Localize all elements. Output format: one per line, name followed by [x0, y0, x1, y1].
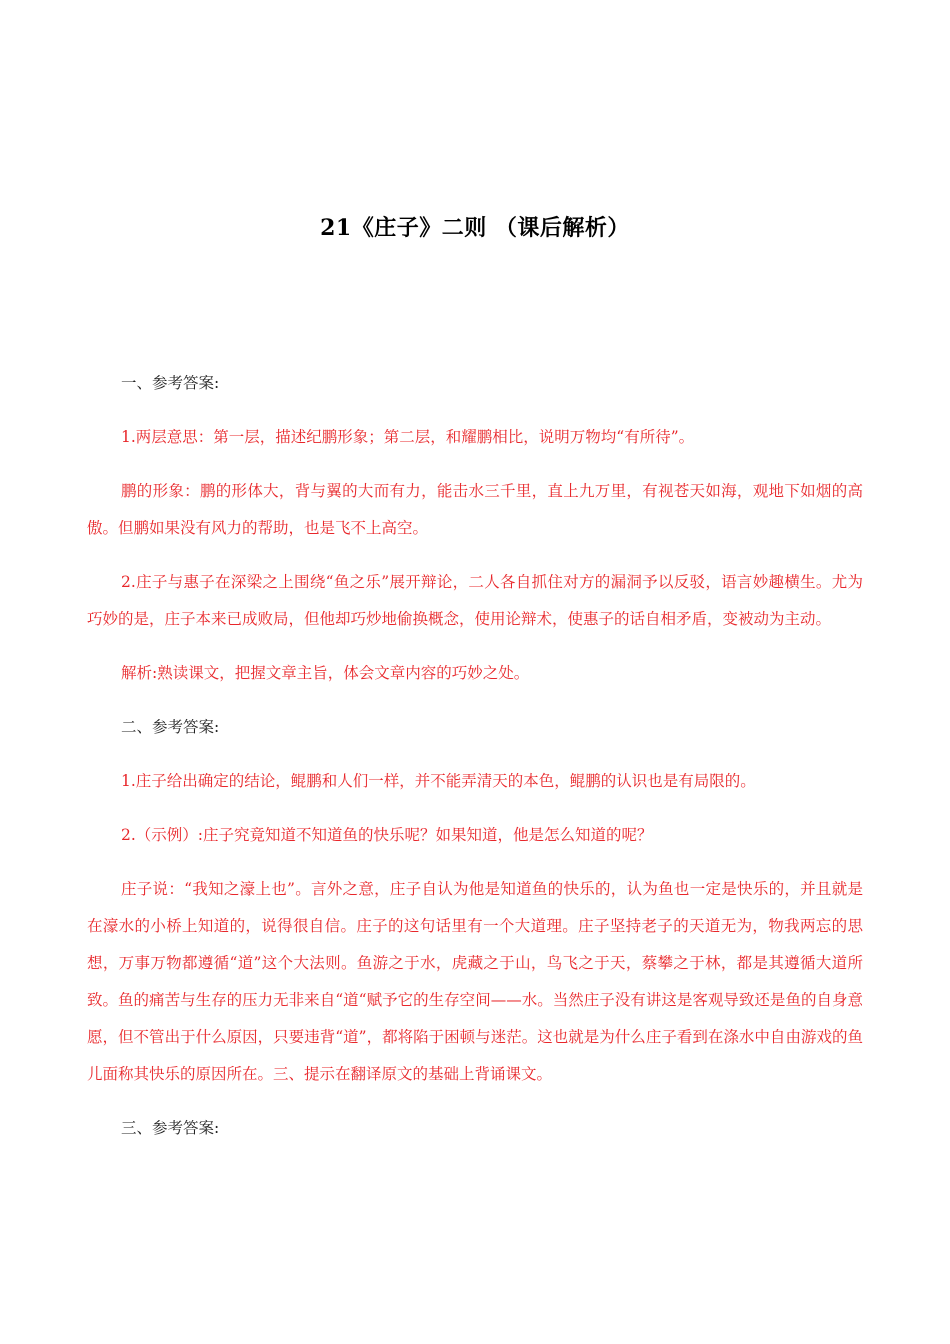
section-heading-3: 三、参考答案:	[121, 1119, 220, 1137]
document-body	[87, 365, 863, 1147]
answer-paragraph: 鹏的形象：鹏的形体大，背与翼的大而有力，能击水三千里，直上九万里，有视苍天如海，观地下如烟的高傲。但鹏如果没有风力的帮助，也是飞不上高空。	[87, 482, 863, 537]
analysis-paragraph: 解析:熟读课文，把握文章主旨，体会文章内容的巧妙之处。	[121, 664, 530, 682]
answer-paragraph: 2.（示例）:庄子究竟知道不知道鱼的快乐呢？如果知道，他是怎么知道的呢？	[121, 826, 653, 844]
section-heading-2: 二、参考答案:	[121, 718, 220, 736]
answer-paragraph: 1.两层意思：第一层，描述纪鹏形象；第二层，和耀鹏相比，说明万物均“有所待”。	[121, 428, 695, 446]
answer-paragraph: 庄子说：“我知之濠上也”。言外之意，庄子自认为他是知道鱼的快乐的，认为鱼也一定是快乐的，并且就是在濠水的小桥上知道的，说得很自信。庄子的这句话里有一个大道理。庄子坚持老子的天道无为，物我两忘的思想，万事万物都遵循“道”这个大法则。鱼游之于水，虎藏之于山，鸟飞之于天，蔡攀之于林，都是其遵循大道所致。鱼的痛苦与生存的压力无非来自“道“赋予它的生存空间——水。当然庄子没有讲这是客观导致还是鱼的自身意愿，但不管出于什么原因，只要违背“道”，都将陷于困顿与迷茫。这也就是为什么庄子看到在涤水中自由游戏的鱼儿面称其快乐的原因所在。三、提示在翻译原文的基础上背诵课文。	[87, 880, 863, 1083]
answer-paragraph: 2.庄子与惠子在深梁之上围绕“鱼之乐”展开辩论，二人各自抓住对方的漏洞予以反驳，语言妙趣横生。尤为巧妙的是，庄子本来已成败局，但他却巧炒地偷换概念，使用论辩术，使惠子的话自相矛盾，变被动为主动。	[87, 573, 863, 628]
section-heading-1: 一、参考答案:	[121, 374, 220, 392]
answer-paragraph: 1.庄子给出确定的结论，鲲鹏和人们一样，并不能弄清天的本色，鲲鹏的认识也是有局限的。	[121, 772, 756, 790]
document-title: 21《庄子》二则 （课后解析）	[320, 215, 630, 241]
